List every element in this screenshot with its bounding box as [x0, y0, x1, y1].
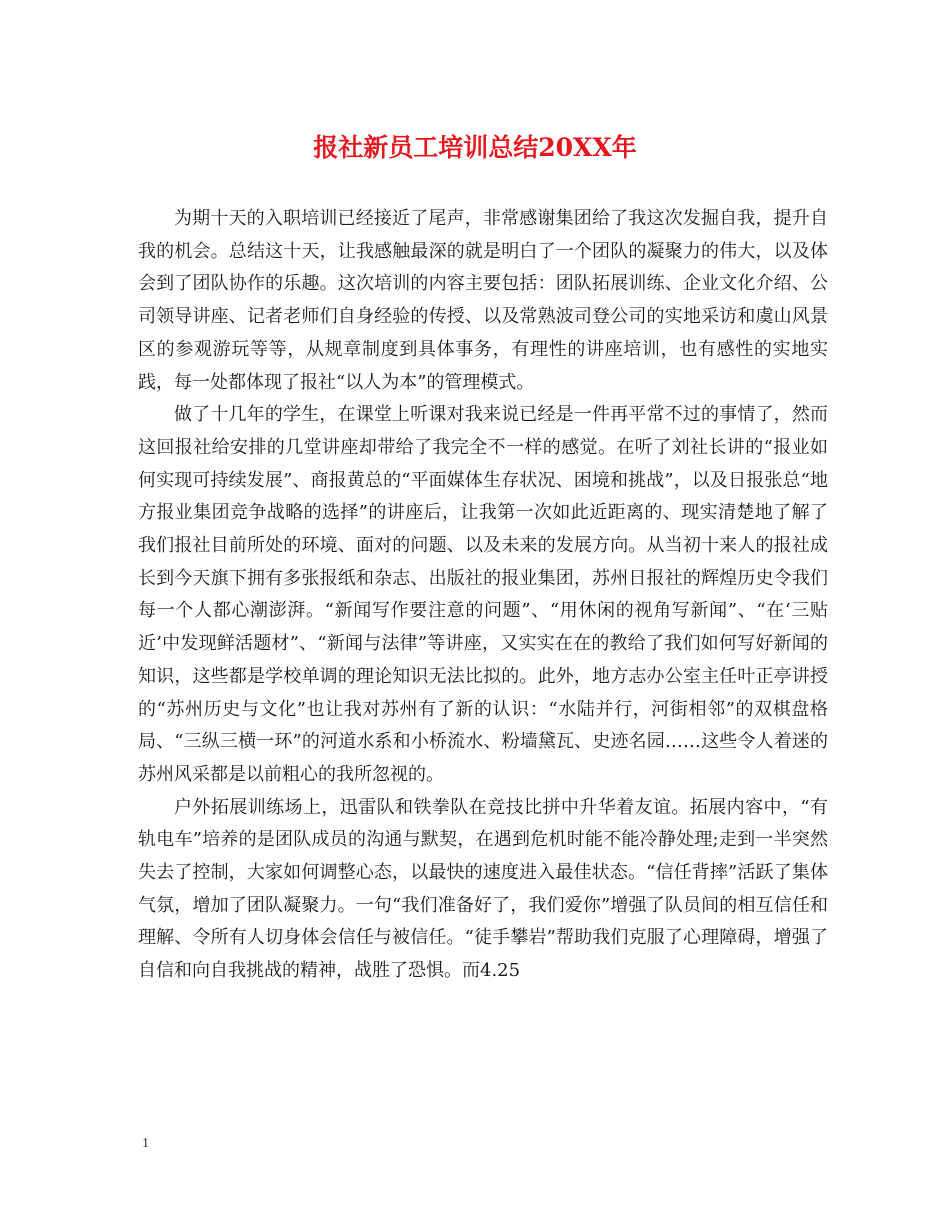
paragraph: 户外拓展训练场上，迅雷队和铁拳队在竞技比拼中升华着友谊。拓展内容中，“有轨电车”培养的是团队成员的沟通与默契，在遇到危机时能不能冷静处理;走到一半突然失去了控制，大家如何调整心态，以最快的速度进入最佳状态。“信任背摔”活跃了集体气氛，增加了团队凝聚力。一句“我们准备好了，我们爱你”增强了队员间的相互信任和理解、令所有人切身体会信任与被信任。“徒手攀岩”帮助我们克服了心理障碍，增强了自信和向自我挑战的精神，战胜了恐惧。而4.25 [138, 796, 828, 982]
page-number: 1 [142, 1136, 149, 1151]
document-body [138, 203, 828, 988]
paragraph: 为期十天的入职培训已经接近了尾声，非常感谢集团给了我这次发掘自我，提升自我的机会。总结这十天，让我感触最深的就是明白了一个团队的凝聚力的伟大，以及体会到了团队协作的乐趣。这次培训的内容主要包括：团队拓展训练、企业文化介绍、公司领导讲座、记者老师们自身经验的传授、以及常熟波司登公司的实地采访和虞山风景区的参观游玩等等，从规章制度到具体事务，有理性的讲座培训，也有感性的实地实践，每一处都体现了报社“以人为本”的管理模式。 [138, 208, 828, 393]
document-title: 报社新员工培训总结20XX年 [313, 133, 637, 162]
paragraph: 做了十几年的学生，在课堂上听课对我来说已经是一件再平常不过的事情了，然而这回报社给安排的几堂讲座却带给了我完全不一样的感觉。在听了刘社长讲的“报业如何实现可持续发展”、商报黄总的“平面媒体生存状况、困境和挑战”，以及日报张总“地方报业集团竞争战略的选择”的讲座后，让我第一次如此近距离的、现实清楚地了解了我们报社目前所处的环境、面对的问题、以及未来的发展方向。从当初十来人的报社成长到今天旗下拥有多张报纸和杂志、出版社的报业集团，苏州日报社的辉煌历史令我们每一个人都心潮澎湃。“新闻写作要注意的问题”、“用休闲的视角写新闻”、“在‘三贴近’中发现鲜活题材”、“新闻与法律”等讲座，又实实在在的教给了我们如何写好新闻的知识，这些都是学校单调的理论知识无法比拟的。此外，地方志办公室主任叶正亭讲授的“苏州历史与文化”也让我对苏州有了新的认识：“水陆并行，河街相邻”的双棋盘格局、“三纵三横一环”的河道水系和小桥流水、粉墙黛瓦、史迹名园……这些令人着迷的苏州风采都是以前粗心的我所忽视的。 [138, 404, 828, 785]
